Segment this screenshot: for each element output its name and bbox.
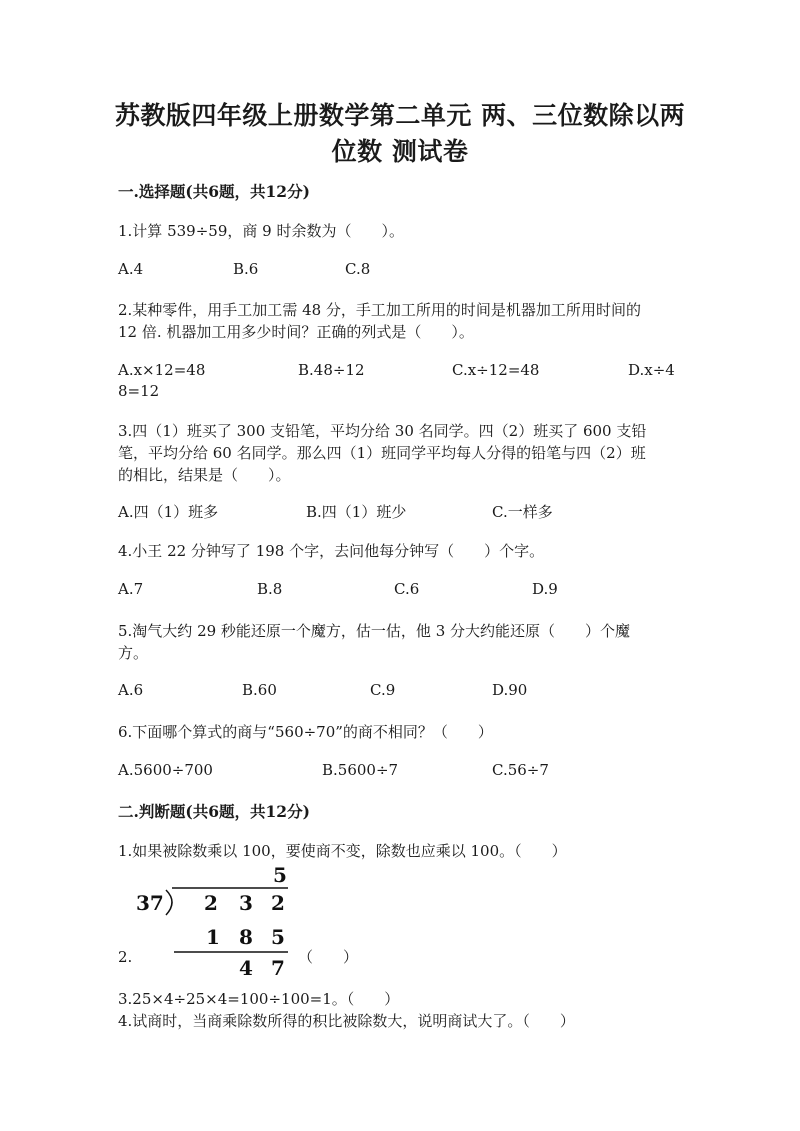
ld-divisor: 37 (136, 891, 164, 915)
question-text: 4.试商时，当商乘除数所得的积比被除数大，说明商试大了。（ ） (118, 1012, 575, 1030)
option[interactable]: C.8 (345, 260, 371, 278)
section-heading-judge: 二.判断题(共6题，共12分) (118, 802, 310, 821)
question-text: 1.计算 539÷59，商 9 时余数为（ ）。 (118, 222, 404, 240)
option[interactable]: B.48÷12 (298, 361, 365, 379)
option[interactable]: B.5600÷7 (322, 761, 399, 779)
option[interactable]: A.四（1）班多 (118, 503, 219, 521)
long-division-figure (130, 860, 310, 980)
question-text: 6.下面哪个算式的商与“560÷70”的商不相同？（ ） (118, 723, 493, 741)
option[interactable]: D.90 (492, 681, 528, 699)
ld-dividend-digit: 2 (271, 891, 285, 915)
question-text: 的相比，结果是（ ）。 (118, 466, 291, 484)
option[interactable]: C.56÷7 (492, 761, 549, 779)
section-heading-choice: 一.选择题(共6题，共12分) (118, 182, 310, 201)
question-text: 方。 (118, 644, 149, 662)
option[interactable]: C.6 (394, 580, 420, 598)
ld-remainder-digit: 4 (239, 956, 253, 980)
option[interactable]: A.x×12=48 (118, 361, 206, 379)
ld-dividend-digit: 2 (204, 891, 218, 915)
option-wrap: 8=12 (118, 382, 160, 400)
page-title-line2: 位数 测试卷 (331, 137, 469, 166)
option[interactable]: A.5600÷700 (118, 761, 213, 779)
question-text: 5.淘气大约 29 秒能还原一个魔方，估一估，他 3 分大约能还原（ ）个魔 (118, 622, 631, 640)
page-title-line1: 苏教版四年级上册数学第二单元 两、三位数除以两 (114, 101, 686, 130)
ld-bracket (166, 890, 172, 915)
option[interactable]: A.7 (118, 580, 144, 598)
ld-quotient: 5 (273, 863, 287, 887)
question-text: 1.如果被除数乘以 100，要使商不变，除数也应乘以 100。（ ） (118, 842, 567, 860)
question-text: 4.小王 22 分钟写了 198 个字，去问他每分钟写（ ）个字。 (118, 542, 545, 560)
ld-product-digit: 1 (206, 925, 220, 949)
question-text: 12 倍. 机器加工用多少时间？正确的列式是（ ）。 (118, 323, 474, 341)
ld-dividend-digit: 3 (239, 891, 253, 915)
option[interactable]: C.一样多 (492, 503, 553, 521)
ld-product-digit: 5 (271, 925, 285, 949)
option[interactable]: C.x÷12=48 (452, 361, 540, 379)
question-text: 笔，平均分给 60 名同学。那么四（1）班同学平均每人分得的铅笔与四（2）班 (118, 444, 646, 462)
option[interactable]: B.60 (242, 681, 277, 699)
option[interactable]: D.x÷4 (628, 361, 675, 379)
question-text: 3.四（1）班买了 300 支铅笔，平均分给 30 名同学。四（2）班买了 600 支铅 (118, 422, 647, 440)
option[interactable]: C.9 (370, 681, 396, 699)
question-text: 2.某种零件，用手工加工需 48 分，手工加工所用的时间是机器加工所用时间的 (118, 301, 641, 319)
option[interactable]: A.4 (118, 260, 144, 278)
option[interactable]: B.6 (233, 260, 259, 278)
option[interactable]: D.9 (532, 580, 558, 598)
option[interactable]: B.8 (257, 580, 283, 598)
question-text: 3.25×4÷25×4=100÷100=1。（ ） (118, 990, 400, 1008)
option[interactable]: A.6 (118, 681, 144, 699)
ld-remainder-digit: 7 (271, 956, 285, 980)
answer-blank[interactable]: （ ） (298, 948, 359, 966)
option[interactable]: B.四（1）班少 (306, 503, 407, 521)
question-text: 2. (118, 948, 133, 966)
ld-product-digit: 8 (239, 925, 253, 949)
